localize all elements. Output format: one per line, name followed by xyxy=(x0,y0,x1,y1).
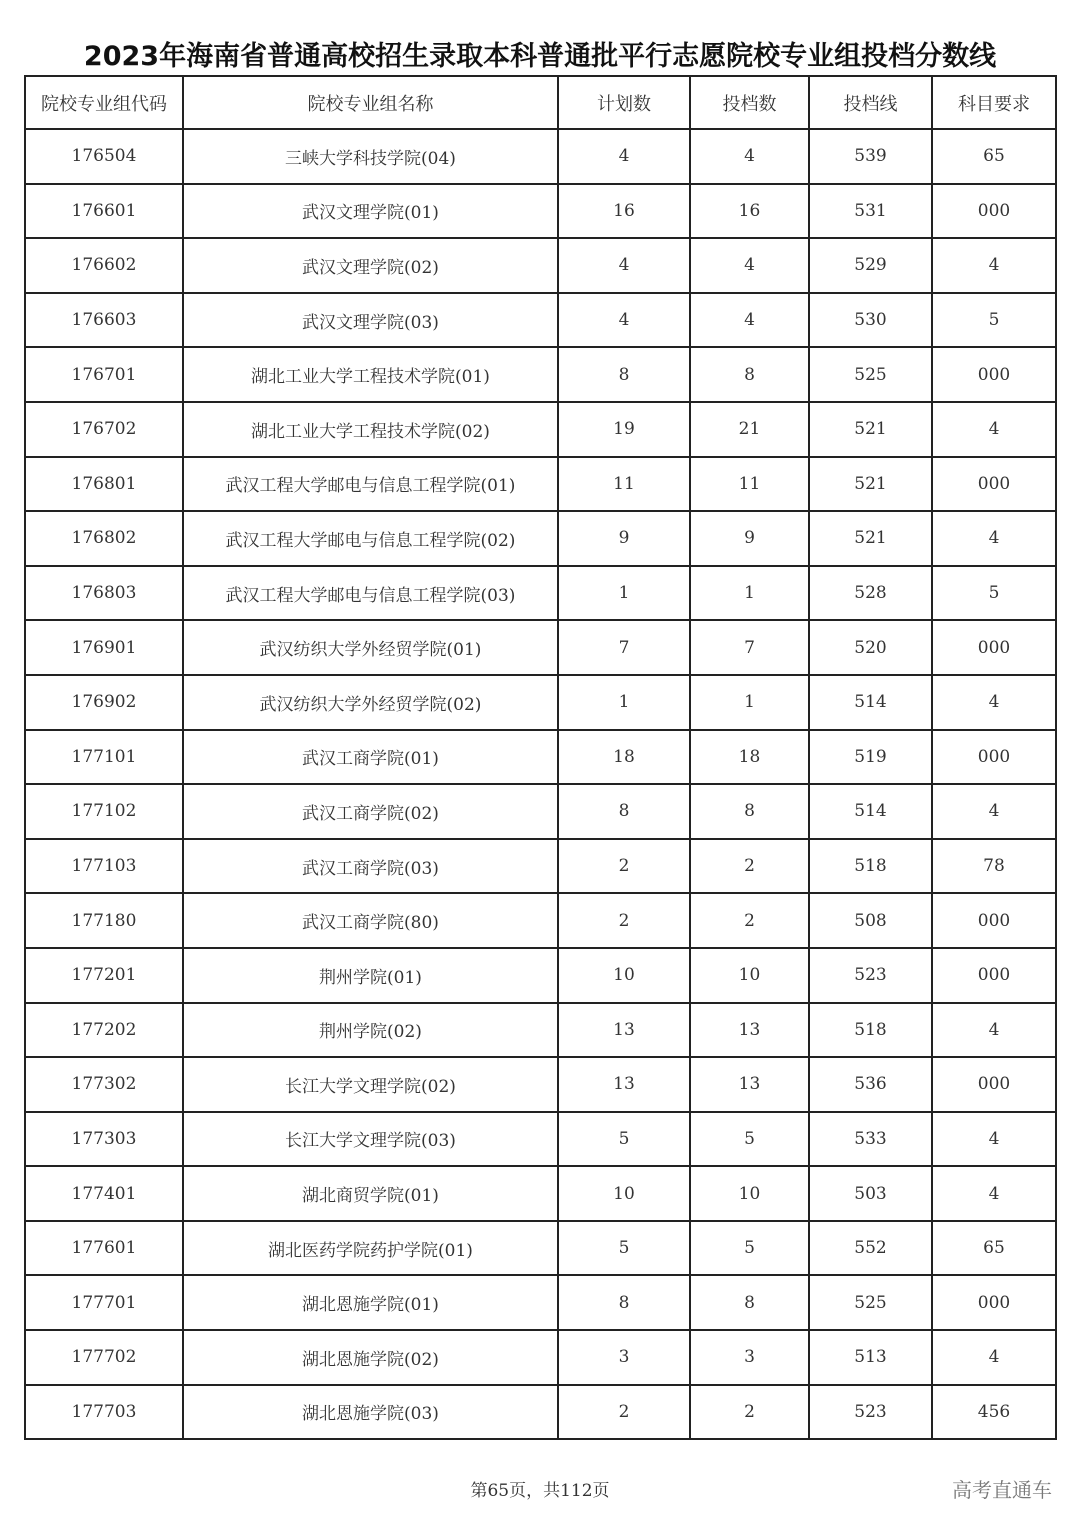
table-row xyxy=(25,1166,1056,1221)
cell-score: 552 xyxy=(809,1221,932,1276)
cell-subject: 000 xyxy=(932,620,1056,675)
cell-plan: 5 xyxy=(558,1112,690,1167)
table-row xyxy=(25,948,1056,1003)
cell-score: 518 xyxy=(809,1003,932,1058)
table-row xyxy=(25,347,1056,402)
cell-plan: 13 xyxy=(558,1003,690,1058)
cell-admitted: 1 xyxy=(690,566,809,621)
cell-plan: 4 xyxy=(558,293,690,348)
cell-plan: 10 xyxy=(558,948,690,1003)
cell-code: 176901 xyxy=(25,620,183,675)
cell-name: 武汉工商学院(80) xyxy=(183,893,558,948)
cell-subject: 78 xyxy=(932,839,1056,894)
cell-name: 长江大学文理学院(02) xyxy=(183,1057,558,1112)
cell-code: 177703 xyxy=(25,1385,183,1440)
page-number: 第65页，共112页 xyxy=(470,1481,610,1501)
cell-code: 177601 xyxy=(25,1221,183,1276)
cell-name: 武汉文理学院(02) xyxy=(183,238,558,293)
cell-subject: 4 xyxy=(932,238,1056,293)
cell-name: 武汉工程大学邮电与信息工程学院(02) xyxy=(183,511,558,566)
cell-score: 529 xyxy=(809,238,932,293)
cell-score: 518 xyxy=(809,839,932,894)
cell-score: 519 xyxy=(809,730,932,785)
table-row xyxy=(25,511,1056,566)
cell-subject: 5 xyxy=(932,293,1056,348)
cell-subject: 4 xyxy=(932,402,1056,457)
cell-admitted: 5 xyxy=(690,1112,809,1167)
cell-score: 503 xyxy=(809,1166,932,1221)
cell-score: 520 xyxy=(809,620,932,675)
cell-subject: 000 xyxy=(932,893,1056,948)
table-row xyxy=(25,1385,1056,1440)
cell-subject: 65 xyxy=(932,1221,1056,1276)
cell-subject: 4 xyxy=(932,675,1056,730)
cell-score: 528 xyxy=(809,566,932,621)
cell-code: 176602 xyxy=(25,238,183,293)
cell-name: 武汉纺织大学外经贸学院(01) xyxy=(183,620,558,675)
cell-admitted: 9 xyxy=(690,511,809,566)
cell-admitted: 7 xyxy=(690,620,809,675)
cell-score: 525 xyxy=(809,347,932,402)
header-subject: 科目要求 xyxy=(932,76,1056,129)
cell-plan: 1 xyxy=(558,675,690,730)
cell-score: 521 xyxy=(809,511,932,566)
cell-code: 176603 xyxy=(25,293,183,348)
cell-score: 514 xyxy=(809,784,932,839)
header-code: 院校专业组代码 xyxy=(25,76,183,129)
cell-admitted: 4 xyxy=(690,293,809,348)
cell-admitted: 16 xyxy=(690,184,809,239)
cell-subject: 65 xyxy=(932,129,1056,184)
cell-admitted: 18 xyxy=(690,730,809,785)
cell-plan: 16 xyxy=(558,184,690,239)
page-title: 2023年海南省普通高校招生录取本科普通批平行志愿院校专业组投档分数线 xyxy=(83,41,997,72)
cell-subject: 4 xyxy=(932,1330,1056,1385)
watermark: 高考直通车 xyxy=(952,1478,1052,1502)
cell-name: 湖北恩施学院(02) xyxy=(183,1330,558,1385)
cell-score: 521 xyxy=(809,457,932,512)
cell-plan: 11 xyxy=(558,457,690,512)
cell-code: 177202 xyxy=(25,1003,183,1058)
cell-admitted: 2 xyxy=(690,839,809,894)
cell-code: 177303 xyxy=(25,1112,183,1167)
cell-subject: 4 xyxy=(932,1166,1056,1221)
header-admitted: 投档数 xyxy=(690,76,809,129)
cell-name: 武汉工商学院(02) xyxy=(183,784,558,839)
cell-score: 523 xyxy=(809,1385,932,1440)
table-row xyxy=(25,784,1056,839)
cell-code: 176802 xyxy=(25,511,183,566)
cell-code: 176504 xyxy=(25,129,183,184)
cell-code: 177103 xyxy=(25,839,183,894)
cell-name: 湖北恩施学院(03) xyxy=(183,1385,558,1440)
cell-score: 521 xyxy=(809,402,932,457)
cell-plan: 10 xyxy=(558,1166,690,1221)
table-row xyxy=(25,129,1056,184)
cell-admitted: 2 xyxy=(690,893,809,948)
cell-name: 三峡大学科技学院(04) xyxy=(183,129,558,184)
header-plan: 计划数 xyxy=(558,76,690,129)
header-name: 院校专业组名称 xyxy=(183,76,558,129)
table-row xyxy=(25,238,1056,293)
cell-admitted: 8 xyxy=(690,784,809,839)
cell-plan: 3 xyxy=(558,1330,690,1385)
cell-admitted: 5 xyxy=(690,1221,809,1276)
cell-name: 荆州学院(01) xyxy=(183,948,558,1003)
cell-code: 176902 xyxy=(25,675,183,730)
cell-name: 湖北商贸学院(01) xyxy=(183,1166,558,1221)
cell-plan: 2 xyxy=(558,839,690,894)
cell-score: 525 xyxy=(809,1275,932,1330)
table-row xyxy=(25,184,1056,239)
table-row xyxy=(25,1003,1056,1058)
cell-admitted: 8 xyxy=(690,347,809,402)
cell-name: 武汉纺织大学外经贸学院(02) xyxy=(183,675,558,730)
table-row xyxy=(25,1221,1056,1276)
cell-plan: 8 xyxy=(558,784,690,839)
cell-subject: 000 xyxy=(932,948,1056,1003)
cell-name: 武汉文理学院(03) xyxy=(183,293,558,348)
cell-subject: 456 xyxy=(932,1385,1056,1440)
table-header-row xyxy=(25,76,1056,129)
cell-code: 176803 xyxy=(25,566,183,621)
cell-code: 177701 xyxy=(25,1275,183,1330)
table-row xyxy=(25,457,1056,512)
cell-code: 176801 xyxy=(25,457,183,512)
cell-name: 武汉工商学院(01) xyxy=(183,730,558,785)
table-row xyxy=(25,620,1056,675)
cell-subject: 000 xyxy=(932,347,1056,402)
table-row xyxy=(25,293,1056,348)
cell-admitted: 11 xyxy=(690,457,809,512)
cell-plan: 5 xyxy=(558,1221,690,1276)
cell-name: 长江大学文理学院(03) xyxy=(183,1112,558,1167)
cell-admitted: 8 xyxy=(690,1275,809,1330)
cell-code: 177302 xyxy=(25,1057,183,1112)
cell-admitted: 4 xyxy=(690,129,809,184)
cell-name: 湖北医药学院药护学院(01) xyxy=(183,1221,558,1276)
cell-plan: 8 xyxy=(558,1275,690,1330)
cell-code: 176701 xyxy=(25,347,183,402)
cell-score: 514 xyxy=(809,675,932,730)
cell-subject: 4 xyxy=(932,1112,1056,1167)
cell-subject: 000 xyxy=(932,730,1056,785)
table-row xyxy=(25,730,1056,785)
cell-plan: 8 xyxy=(558,347,690,402)
cell-code: 177201 xyxy=(25,948,183,1003)
cell-name: 武汉工程大学邮电与信息工程学院(01) xyxy=(183,457,558,512)
cell-subject: 4 xyxy=(932,511,1056,566)
table-row xyxy=(25,1275,1056,1330)
cell-subject: 4 xyxy=(932,784,1056,839)
table-row xyxy=(25,566,1056,621)
cell-plan: 2 xyxy=(558,1385,690,1440)
cell-code: 177702 xyxy=(25,1330,183,1385)
cell-subject: 000 xyxy=(932,1275,1056,1330)
cell-code: 177101 xyxy=(25,730,183,785)
cell-subject: 000 xyxy=(932,1057,1056,1112)
cell-subject: 000 xyxy=(932,184,1056,239)
admission-score-table xyxy=(24,75,1057,1440)
cell-plan: 2 xyxy=(558,893,690,948)
cell-code: 177180 xyxy=(25,893,183,948)
cell-plan: 4 xyxy=(558,129,690,184)
table-row xyxy=(25,839,1056,894)
cell-subject: 4 xyxy=(932,1003,1056,1058)
cell-score: 523 xyxy=(809,948,932,1003)
cell-admitted: 13 xyxy=(690,1057,809,1112)
cell-plan: 4 xyxy=(558,238,690,293)
cell-name: 武汉工程大学邮电与信息工程学院(03) xyxy=(183,566,558,621)
cell-score: 536 xyxy=(809,1057,932,1112)
cell-plan: 19 xyxy=(558,402,690,457)
cell-admitted: 1 xyxy=(690,675,809,730)
cell-name: 武汉工商学院(03) xyxy=(183,839,558,894)
table-row xyxy=(25,1057,1056,1112)
cell-score: 533 xyxy=(809,1112,932,1167)
cell-plan: 18 xyxy=(558,730,690,785)
cell-admitted: 13 xyxy=(690,1003,809,1058)
cell-plan: 7 xyxy=(558,620,690,675)
header-score: 投档线 xyxy=(809,76,932,129)
cell-score: 530 xyxy=(809,293,932,348)
table-row xyxy=(25,1330,1056,1385)
cell-score: 531 xyxy=(809,184,932,239)
cell-admitted: 10 xyxy=(690,948,809,1003)
cell-admitted: 10 xyxy=(690,1166,809,1221)
cell-admitted: 2 xyxy=(690,1385,809,1440)
cell-name: 武汉文理学院(01) xyxy=(183,184,558,239)
cell-plan: 9 xyxy=(558,511,690,566)
cell-code: 176702 xyxy=(25,402,183,457)
cell-score: 513 xyxy=(809,1330,932,1385)
cell-name: 湖北工业大学工程技术学院(02) xyxy=(183,402,558,457)
table-body xyxy=(25,129,1056,1439)
cell-subject: 5 xyxy=(932,566,1056,621)
cell-name: 湖北工业大学工程技术学院(01) xyxy=(183,347,558,402)
cell-code: 177102 xyxy=(25,784,183,839)
cell-subject: 000 xyxy=(932,457,1056,512)
table-row xyxy=(25,402,1056,457)
cell-admitted: 4 xyxy=(690,238,809,293)
cell-code: 177401 xyxy=(25,1166,183,1221)
cell-code: 176601 xyxy=(25,184,183,239)
table-row xyxy=(25,675,1056,730)
cell-plan: 13 xyxy=(558,1057,690,1112)
table-row xyxy=(25,1112,1056,1167)
cell-name: 湖北恩施学院(01) xyxy=(183,1275,558,1330)
cell-admitted: 21 xyxy=(690,402,809,457)
cell-score: 508 xyxy=(809,893,932,948)
table-row xyxy=(25,893,1056,948)
cell-score: 539 xyxy=(809,129,932,184)
cell-name: 荆州学院(02) xyxy=(183,1003,558,1058)
cell-admitted: 3 xyxy=(690,1330,809,1385)
cell-plan: 1 xyxy=(558,566,690,621)
